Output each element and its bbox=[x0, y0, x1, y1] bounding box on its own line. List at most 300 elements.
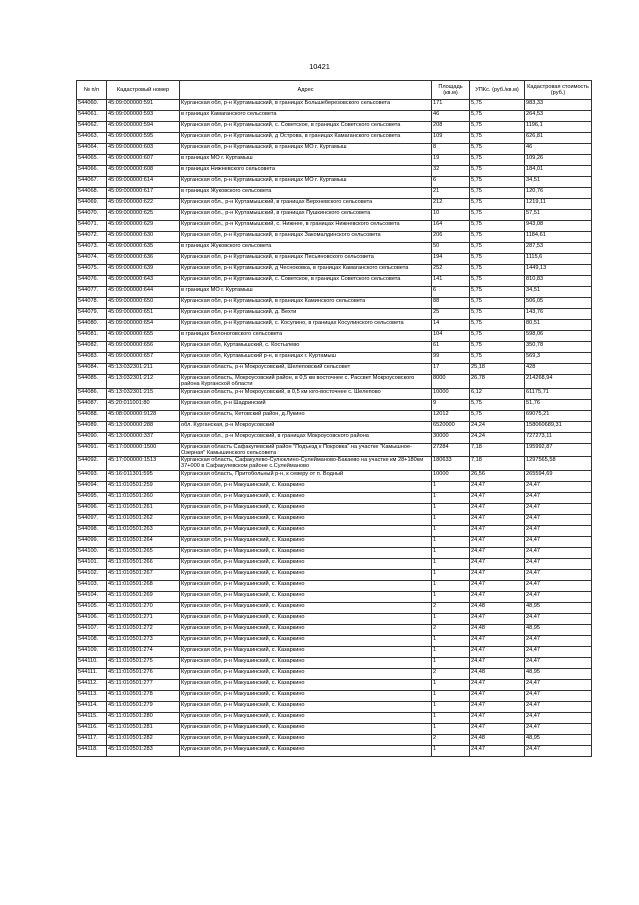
cell-upks: 6,12 bbox=[470, 388, 525, 399]
cell-num: 544107. bbox=[77, 624, 107, 635]
cell-upks: 5,75 bbox=[470, 410, 525, 421]
cell-area: 1 bbox=[432, 525, 470, 536]
cell-upks: 5,75 bbox=[470, 100, 525, 111]
table-row bbox=[77, 602, 592, 613]
cell-address: Курганская обл, р-н Куртамышский, в границах Каминского сельсовета bbox=[180, 298, 432, 309]
cell-area: 27284 bbox=[432, 443, 470, 457]
cell-cadastral-number: 45:09:000000:650 bbox=[107, 298, 180, 309]
cell-address: Курганская обл, р-н Макушинский, с. Казаркино bbox=[180, 679, 432, 690]
cell-address: Курганская обл, р-н Макушинский, с. Казаркино bbox=[180, 536, 432, 547]
table-row bbox=[77, 410, 592, 421]
cell-num: 544065. bbox=[77, 155, 107, 166]
cell-num: 544078. bbox=[77, 298, 107, 309]
cell-cadastral-number: 45:09:000000:614 bbox=[107, 177, 180, 188]
cell-address: в границах Камаганского сельсовета bbox=[180, 111, 432, 122]
cell-cadastral-number: 45:11:010501:259 bbox=[107, 481, 180, 492]
cell-num: 544060. bbox=[77, 100, 107, 111]
cell-cadastral-cost: 61175,71 bbox=[525, 388, 592, 399]
cell-address: Курганская область Сафакулевский район "Подъезд к Покровка" на участке "Камышное-Озерная" Камышинского сельсовета bbox=[180, 443, 432, 457]
cell-upks: 26,78 bbox=[470, 375, 525, 389]
cell-address: Курганская область, Притобольный р-н, к северу от п. Водный bbox=[180, 470, 432, 481]
cell-area: 21 bbox=[432, 188, 470, 199]
cell-address: Курганская обл, р-н Куртамышский, в границах Закомалдинского сельсовета bbox=[180, 232, 432, 243]
cell-num: 544090. bbox=[77, 432, 107, 443]
cell-address: обл. Курганская, р-н Мокроусовский bbox=[180, 421, 432, 432]
cell-cadastral-cost: 265594,69 bbox=[525, 470, 592, 481]
cell-num: 544064. bbox=[77, 144, 107, 155]
cell-cadastral-number: 45:09:000000:593 bbox=[107, 111, 180, 122]
cell-cadastral-cost: 506,05 bbox=[525, 298, 592, 309]
cell-area: 1 bbox=[432, 646, 470, 657]
cell-address: Курганская обл, р-н Макушинский, с. Казаркино bbox=[180, 734, 432, 745]
table-row bbox=[77, 657, 592, 668]
cell-upks: 24,47 bbox=[470, 547, 525, 558]
cell-num: 544081. bbox=[77, 331, 107, 342]
cell-num: 544063. bbox=[77, 133, 107, 144]
table-row bbox=[77, 353, 592, 364]
header-cadastral-cost: Кадастровая стоимость (руб.) bbox=[525, 81, 592, 100]
cell-area: 1 bbox=[432, 723, 470, 734]
cell-cadastral-cost: 24,47 bbox=[525, 525, 592, 536]
cell-cadastral-cost: 120,76 bbox=[525, 188, 592, 199]
cell-num: 544105. bbox=[77, 602, 107, 613]
table-row bbox=[77, 470, 592, 481]
cell-area: 14 bbox=[432, 320, 470, 331]
table-row bbox=[77, 265, 592, 276]
cell-address: Курганская обл, р-н Макушинский, с. Казаркино bbox=[180, 690, 432, 701]
cell-cadastral-cost: 214268,94 bbox=[525, 375, 592, 389]
table-row bbox=[77, 166, 592, 177]
cell-num: 544087. bbox=[77, 399, 107, 410]
cell-cadastral-cost: 24,47 bbox=[525, 635, 592, 646]
cell-cadastral-cost: 24,47 bbox=[525, 613, 592, 624]
table-row bbox=[77, 210, 592, 221]
table-header-row bbox=[77, 81, 592, 100]
cell-cadastral-cost: 46 bbox=[525, 144, 592, 155]
cell-area: 1 bbox=[432, 569, 470, 580]
table-row bbox=[77, 155, 592, 166]
cell-area: 206 bbox=[432, 232, 470, 243]
cell-upks: 24,47 bbox=[470, 723, 525, 734]
cell-num: 544069. bbox=[77, 199, 107, 210]
cell-address: Курганская обл, р-н Макушинский, с. Казаркино bbox=[180, 668, 432, 679]
cell-address: Курганская область, Сафакулево-Сулюклино-Сулейманово-Бакаево на участке км 28+180км 37+000 в Сафакулевском районе с.Сулейманово bbox=[180, 457, 432, 471]
cell-area: 208 bbox=[432, 122, 470, 133]
cell-cadastral-number: 45:11:010501:281 bbox=[107, 723, 180, 734]
cell-upks: 5,75 bbox=[470, 166, 525, 177]
cell-num: 544075. bbox=[77, 265, 107, 276]
cell-cadastral-cost: 48,95 bbox=[525, 602, 592, 613]
cell-cadastral-cost: 287,53 bbox=[525, 243, 592, 254]
cell-cadastral-cost: 158060689,31 bbox=[525, 421, 592, 432]
cell-address: в границах Жуковского сельсовета bbox=[180, 243, 432, 254]
cell-area: 1 bbox=[432, 514, 470, 525]
cell-upks: 5,75 bbox=[470, 155, 525, 166]
header-cadastral-number: Кадастровый номер bbox=[107, 81, 180, 100]
cell-area: 10000 bbox=[432, 388, 470, 399]
cell-upks: 24,47 bbox=[470, 558, 525, 569]
cell-area: 171 bbox=[432, 100, 470, 111]
cell-address: Курганская обл, р-н Макушинский, с. Казаркино bbox=[180, 701, 432, 712]
cell-cadastral-number: 45:09:000000:622 bbox=[107, 199, 180, 210]
cell-num: 544114. bbox=[77, 701, 107, 712]
table-row bbox=[77, 122, 592, 133]
cell-upks: 24,48 bbox=[470, 624, 525, 635]
cell-num: 544109. bbox=[77, 646, 107, 657]
cell-num: 544082. bbox=[77, 342, 107, 353]
cell-area: 9 bbox=[432, 399, 470, 410]
table-row bbox=[77, 457, 592, 471]
cell-area: 46 bbox=[432, 111, 470, 122]
table-row bbox=[77, 745, 592, 756]
cell-num: 544118. bbox=[77, 745, 107, 756]
cell-cadastral-cost: 943,08 bbox=[525, 221, 592, 232]
cell-cadastral-number: 45:09:000000:644 bbox=[107, 287, 180, 298]
cell-address: в границах Нижневского сельсовета bbox=[180, 166, 432, 177]
cell-address: Курганская обл, р-н Макушинский, с. Казаркино bbox=[180, 481, 432, 492]
cell-cadastral-cost: 24,47 bbox=[525, 723, 592, 734]
cell-area: 104 bbox=[432, 331, 470, 342]
cell-upks: 5,75 bbox=[470, 254, 525, 265]
cell-address: Курганская обл., р-н Куртамышский, в границах Пушкинского сельсовета bbox=[180, 210, 432, 221]
table-row bbox=[77, 309, 592, 320]
table-row bbox=[77, 188, 592, 199]
cell-address: Курганская обл., р-н Куртамышский, в границах Верхневского сельсовета bbox=[180, 199, 432, 210]
cell-address: Курганская обл, р-н Макушинский, с. Казаркино bbox=[180, 492, 432, 503]
cell-area: 30000 bbox=[432, 432, 470, 443]
cell-cadastral-number: 45:09:000000:608 bbox=[107, 166, 180, 177]
cell-area: 212 bbox=[432, 199, 470, 210]
table-row bbox=[77, 514, 592, 525]
cell-address: Курганская обл, р-н Макушинский, с. Казаркино bbox=[180, 745, 432, 756]
cell-address: в границах МО г. Куртамыш bbox=[180, 155, 432, 166]
cell-address: Курганская обл, р-н Макушинский, с. Казаркино bbox=[180, 580, 432, 591]
cell-cadastral-number: 45:20:011001:80 bbox=[107, 399, 180, 410]
cell-address: Курганская область, р-н Мокроусовский, в 0,5 км юго-восточнее с. Шелепово bbox=[180, 388, 432, 399]
cell-cadastral-number: 45:11:010501:274 bbox=[107, 646, 180, 657]
cell-cadastral-cost: 569,3 bbox=[525, 353, 592, 364]
cell-cadastral-number: 45:13:032301:212 bbox=[107, 375, 180, 389]
cell-cadastral-number: 45:09:000000:651 bbox=[107, 309, 180, 320]
cell-cadastral-cost: 195992,87 bbox=[525, 443, 592, 457]
cell-area: 1 bbox=[432, 657, 470, 668]
cell-area: 164 bbox=[432, 221, 470, 232]
cell-cadastral-cost: 24,47 bbox=[525, 569, 592, 580]
cell-address: Курганская обл, р-н Куртамышский, в границах Большеберезовского сельсовета bbox=[180, 100, 432, 111]
cell-num: 544072. bbox=[77, 232, 107, 243]
table-row bbox=[77, 635, 592, 646]
cell-cadastral-cost: 350,78 bbox=[525, 342, 592, 353]
cell-area: 8 bbox=[432, 144, 470, 155]
cadastral-table bbox=[76, 80, 592, 757]
table-row bbox=[77, 668, 592, 679]
cell-cadastral-cost: 143,76 bbox=[525, 309, 592, 320]
cell-address: Курганская обл, р-н Куртамышский, в границах МО г. Куртамыш bbox=[180, 144, 432, 155]
header-address: Адрес bbox=[180, 81, 432, 100]
cell-cadastral-number: 45:09:000000:635 bbox=[107, 243, 180, 254]
cell-address: Курганская обл, р-н Куртамышский, д. Вехти bbox=[180, 309, 432, 320]
cell-num: 544116. bbox=[77, 723, 107, 734]
cell-cadastral-number: 45:09:000000:630 bbox=[107, 232, 180, 243]
cell-cadastral-cost: 48,95 bbox=[525, 624, 592, 635]
cell-area: 109 bbox=[432, 133, 470, 144]
cell-address: в границах Жуковского сельсовета bbox=[180, 188, 432, 199]
cell-cadastral-number: 45:11:010501:269 bbox=[107, 591, 180, 602]
table-row bbox=[77, 432, 592, 443]
table-row bbox=[77, 443, 592, 457]
cell-num: 544103. bbox=[77, 580, 107, 591]
cell-upks: 24,47 bbox=[470, 525, 525, 536]
cell-num: 544111. bbox=[77, 668, 107, 679]
cell-num: 544079. bbox=[77, 309, 107, 320]
cell-area: 99 bbox=[432, 353, 470, 364]
cell-cadastral-number: 45:16:011301:595 bbox=[107, 470, 180, 481]
cell-upks: 7,18 bbox=[470, 457, 525, 471]
cell-cadastral-number: 45:11:010501:273 bbox=[107, 635, 180, 646]
table-row bbox=[77, 690, 592, 701]
cell-area: 1 bbox=[432, 613, 470, 624]
cell-cadastral-cost: 80,51 bbox=[525, 320, 592, 331]
cell-address: Курганская обл, р-н Макушинский, с. Казаркино bbox=[180, 602, 432, 613]
cell-cadastral-cost: 1297565,58 bbox=[525, 457, 592, 471]
cell-num: 544070. bbox=[77, 210, 107, 221]
table-row bbox=[77, 111, 592, 122]
cell-cadastral-number: 45:11:010501:268 bbox=[107, 580, 180, 591]
cell-address: Курганская обл, р-н Макушинский, с. Казаркино bbox=[180, 569, 432, 580]
table-row bbox=[77, 580, 592, 591]
cell-area: 8000 bbox=[432, 375, 470, 389]
cell-area: 10000 bbox=[432, 470, 470, 481]
table-row bbox=[77, 399, 592, 410]
table-row bbox=[77, 558, 592, 569]
cell-upks: 5,75 bbox=[470, 221, 525, 232]
cell-address: Курганская обл, р-н Куртамышский, с. Косулино, в границах Косулинского сельсовета bbox=[180, 320, 432, 331]
cell-area: 2 bbox=[432, 734, 470, 745]
cell-num: 544112. bbox=[77, 679, 107, 690]
cell-upks: 5,75 bbox=[470, 133, 525, 144]
cell-cadastral-number: 45:09:000000:639 bbox=[107, 265, 180, 276]
cell-cadastral-number: 45:11:010501:283 bbox=[107, 745, 180, 756]
cell-area: 180633 bbox=[432, 457, 470, 471]
cell-area: 1 bbox=[432, 591, 470, 602]
cell-num: 544093. bbox=[77, 470, 107, 481]
cell-cadastral-cost: 626,81 bbox=[525, 133, 592, 144]
cell-area: 2 bbox=[432, 624, 470, 635]
cell-cadastral-number: 45:11:010501:263 bbox=[107, 525, 180, 536]
table-row bbox=[77, 712, 592, 723]
table-row bbox=[77, 375, 592, 389]
table-row bbox=[77, 287, 592, 298]
cell-address: Курганская обл, р-н Макушинский, с. Казаркино bbox=[180, 503, 432, 514]
cell-upks: 5,75 bbox=[470, 232, 525, 243]
cell-upks: 24,47 bbox=[470, 536, 525, 547]
cell-area: 252 bbox=[432, 265, 470, 276]
table-row bbox=[77, 701, 592, 712]
cell-cadastral-number: 45:11:010501:270 bbox=[107, 602, 180, 613]
cell-area: 19 bbox=[432, 155, 470, 166]
cell-area: 1 bbox=[432, 701, 470, 712]
header-upks: УПКс. (руб./кв.м) bbox=[470, 81, 525, 100]
cell-area: 1 bbox=[432, 635, 470, 646]
table-row bbox=[77, 177, 592, 188]
cell-num: 544086. bbox=[77, 388, 107, 399]
cell-num: 544100. bbox=[77, 547, 107, 558]
cell-upks: 24,47 bbox=[470, 635, 525, 646]
table-row bbox=[77, 144, 592, 155]
cell-upks: 5,75 bbox=[470, 265, 525, 276]
cell-upks: 24,47 bbox=[470, 646, 525, 657]
cell-cadastral-number: 45:11:010501:266 bbox=[107, 558, 180, 569]
cell-num: 544083. bbox=[77, 353, 107, 364]
cell-upks: 5,75 bbox=[470, 309, 525, 320]
cell-area: 1 bbox=[432, 481, 470, 492]
cell-cadastral-number: 45:09:000000:656 bbox=[107, 342, 180, 353]
cell-cadastral-number: 45:13:032301:211 bbox=[107, 364, 180, 375]
cell-num: 544101. bbox=[77, 558, 107, 569]
cell-area: 32 bbox=[432, 166, 470, 177]
cell-area: 141 bbox=[432, 276, 470, 287]
cell-upks: 5,75 bbox=[470, 353, 525, 364]
cell-upks: 5,75 bbox=[470, 122, 525, 133]
cell-area: 1 bbox=[432, 712, 470, 723]
cell-area: 50 bbox=[432, 243, 470, 254]
cell-cadastral-number: 45:09:000000:594 bbox=[107, 122, 180, 133]
table-row bbox=[77, 133, 592, 144]
cell-num: 544108. bbox=[77, 635, 107, 646]
cell-cadastral-number: 45:11:010501:271 bbox=[107, 613, 180, 624]
cell-num: 544095. bbox=[77, 492, 107, 503]
table-row bbox=[77, 243, 592, 254]
table-row bbox=[77, 492, 592, 503]
cell-cadastral-cost: 24,47 bbox=[525, 492, 592, 503]
cell-area: 1 bbox=[432, 745, 470, 756]
cell-cadastral-cost: 48,95 bbox=[525, 734, 592, 745]
table-row bbox=[77, 624, 592, 635]
cell-num: 544080. bbox=[77, 320, 107, 331]
cell-num: 544071. bbox=[77, 221, 107, 232]
cell-cadastral-number: 45:17:000000:1513 bbox=[107, 457, 180, 471]
cell-upks: 26,56 bbox=[470, 470, 525, 481]
cell-upks: 5,75 bbox=[470, 298, 525, 309]
cell-num: 544094. bbox=[77, 481, 107, 492]
cell-num: 544068. bbox=[77, 188, 107, 199]
cell-upks: 7,18 bbox=[470, 443, 525, 457]
cell-upks: 5,75 bbox=[470, 199, 525, 210]
cell-area: 6 bbox=[432, 177, 470, 188]
cell-upks: 5,75 bbox=[470, 210, 525, 221]
table-row bbox=[77, 221, 592, 232]
cell-cadastral-number: 45:09:000000:643 bbox=[107, 276, 180, 287]
cell-cadastral-cost: 1196,1 bbox=[525, 122, 592, 133]
table-row bbox=[77, 646, 592, 657]
table-row bbox=[77, 342, 592, 353]
cell-address: Курганская обл, р-н Шадринский bbox=[180, 399, 432, 410]
cell-address: Курганская обл, р-н Куртамышский, д Острова, в границах Камаганского сельсовета bbox=[180, 133, 432, 144]
cell-num: 544073. bbox=[77, 243, 107, 254]
table-row bbox=[77, 613, 592, 624]
cell-upks: 24,47 bbox=[470, 569, 525, 580]
cell-cadastral-number: 45:09:000000:617 bbox=[107, 188, 180, 199]
cell-cadastral-number: 45:09:000000:607 bbox=[107, 155, 180, 166]
cell-num: 544074. bbox=[77, 254, 107, 265]
cell-num: 544096. bbox=[77, 503, 107, 514]
cell-area: 1 bbox=[432, 547, 470, 558]
table-row bbox=[77, 591, 592, 602]
cell-cadastral-cost: 810,83 bbox=[525, 276, 592, 287]
cell-num: 544077. bbox=[77, 287, 107, 298]
cell-num: 544089. bbox=[77, 421, 107, 432]
cell-cadastral-number: 45:11:010501:275 bbox=[107, 657, 180, 668]
cell-address: Курганская обл, р-н Макушинский, с. Казаркино bbox=[180, 657, 432, 668]
cell-num: 544062. bbox=[77, 122, 107, 133]
cell-address: Курганская обл, р-н Макушинский, с. Казаркино bbox=[180, 613, 432, 624]
page-number: 10421 bbox=[309, 62, 330, 71]
cell-address: Курганская обл, Куртамышский, с. Костылево bbox=[180, 342, 432, 353]
cell-address: Курганская обл, р-н Макушинский, с. Казаркино bbox=[180, 558, 432, 569]
cell-upks: 5,75 bbox=[470, 177, 525, 188]
cell-num: 544088. bbox=[77, 410, 107, 421]
cell-cadastral-cost: 1184,61 bbox=[525, 232, 592, 243]
cell-cadastral-cost: 428 bbox=[525, 364, 592, 375]
cell-upks: 5,75 bbox=[470, 342, 525, 353]
table-row bbox=[77, 679, 592, 690]
cell-cadastral-cost: 727273,11 bbox=[525, 432, 592, 443]
cell-cadastral-number: 45:09:000000:657 bbox=[107, 353, 180, 364]
cell-cadastral-number: 45:09:000000:655 bbox=[107, 331, 180, 342]
cell-num: 544104. bbox=[77, 591, 107, 602]
cell-upks: 24,47 bbox=[470, 690, 525, 701]
cell-upks: 24,47 bbox=[470, 580, 525, 591]
cell-cadastral-cost: 24,47 bbox=[525, 591, 592, 602]
cell-cadastral-cost: 24,47 bbox=[525, 547, 592, 558]
cell-num: 544076. bbox=[77, 276, 107, 287]
cell-upks: 24,47 bbox=[470, 492, 525, 503]
cell-address: Курганская обл, р-н Макушинский, с. Казаркино bbox=[180, 624, 432, 635]
cell-cadastral-number: 45:13:032301:215 bbox=[107, 388, 180, 399]
cell-num: 544097. bbox=[77, 514, 107, 525]
cell-cadastral-number: 45:11:010501:267 bbox=[107, 569, 180, 580]
cell-num: 544084. bbox=[77, 364, 107, 375]
cell-cadastral-number: 45:11:010501:272 bbox=[107, 624, 180, 635]
cell-cadastral-number: 45:11:010501:280 bbox=[107, 712, 180, 723]
cell-address: Курганская обл, р-н Макушинский, с. Казаркино bbox=[180, 646, 432, 657]
cell-upks: 24,47 bbox=[470, 712, 525, 723]
cell-cadastral-cost: 24,47 bbox=[525, 690, 592, 701]
cell-cadastral-number: 45:09:000000:591 bbox=[107, 100, 180, 111]
cell-area: 194 bbox=[432, 254, 470, 265]
cell-area: 1 bbox=[432, 503, 470, 514]
table-row bbox=[77, 388, 592, 399]
cell-area: 25 bbox=[432, 309, 470, 320]
cell-cadastral-cost: 24,47 bbox=[525, 701, 592, 712]
cell-address: Курганская обл, р-н Макушинский, с. Казаркино bbox=[180, 712, 432, 723]
cell-num: 544066. bbox=[77, 166, 107, 177]
cell-address: Курганская обл, р-н Макушинский, с. Казаркино bbox=[180, 723, 432, 734]
cell-area: 1 bbox=[432, 536, 470, 547]
cell-num: 544098. bbox=[77, 525, 107, 536]
cell-upks: 24,24 bbox=[470, 421, 525, 432]
table-body bbox=[77, 100, 592, 757]
cell-address: Курганская обл, р-н Макушинский, с. Казаркино bbox=[180, 514, 432, 525]
cell-upks: 24,47 bbox=[470, 613, 525, 624]
cell-upks: 24,47 bbox=[470, 503, 525, 514]
cell-num: 544113. bbox=[77, 690, 107, 701]
cell-area: 2 bbox=[432, 668, 470, 679]
table-row bbox=[77, 364, 592, 375]
cell-cadastral-cost: 1449,13 bbox=[525, 265, 592, 276]
cell-cadastral-number: 45:09:000000:625 bbox=[107, 210, 180, 221]
cell-address: в границах Белоноговского сельсовета bbox=[180, 331, 432, 342]
